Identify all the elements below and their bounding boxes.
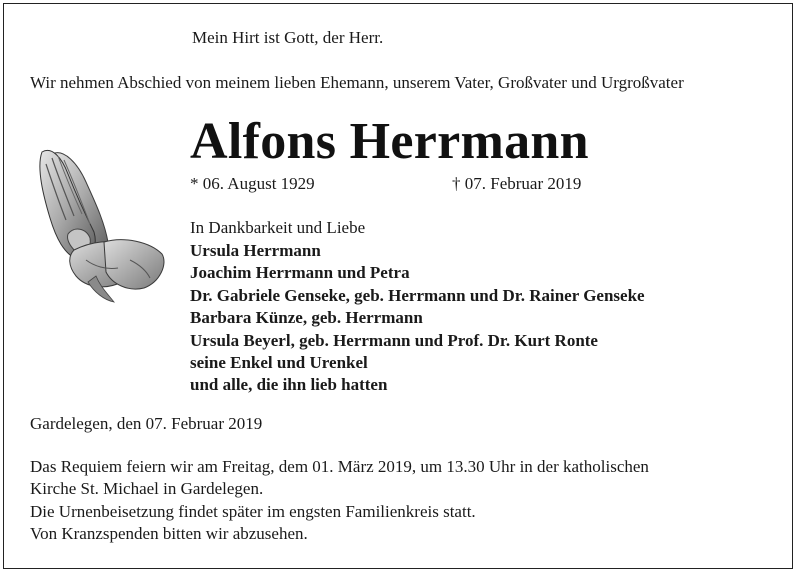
deceased-name: Alfons Herrmann xyxy=(190,113,589,170)
motto: Mein Hirt ist Gott, der Herr. xyxy=(192,28,384,47)
requiem-line: Die Urnenbeisetzung findet später im engsten Familienkreis statt. xyxy=(30,501,476,521)
mourner: Dr. Gabriele Genseke, geb. Herrmann und Dr. Rainer Genseke xyxy=(190,285,645,305)
place-date: Gardelegen, den 07. Februar 2019 xyxy=(30,414,263,433)
requiem-info xyxy=(30,456,775,546)
requiem-line: Kirche St. Michael in Gardelegen. xyxy=(30,479,264,499)
mourner: Barbara Künze, geb. Herrmann xyxy=(190,308,423,328)
gratitude-line: In Dankbarkeit und Liebe xyxy=(190,218,366,237)
mourner: seine Enkel und Urenkel xyxy=(190,353,368,373)
requiem-line: Das Requiem feiern wir am Freitag, dem 01. März 2019, um 13.30 Uhr in der katholischen xyxy=(30,457,649,476)
mourners-list xyxy=(190,240,645,397)
intro-text: Wir nehmen Abschied von meinem lieben Ehemann, unserem Vater, Großvater und Urgroßvater xyxy=(30,73,684,92)
requiem-line: Von Kranzspenden bitten wir abzusehen. xyxy=(30,524,308,544)
mourner: Ursula Beyerl, geb. Herrmann und Prof. Dr. Kurt Ronte xyxy=(190,330,598,350)
mourner: Joachim Herrmann und Petra xyxy=(190,263,410,283)
death-date: † 07. Februar 2019 xyxy=(452,174,582,193)
praying-hands-icon xyxy=(34,142,170,308)
birth-date: * 06. August 1929 xyxy=(190,174,315,193)
mourner: Ursula Herrmann xyxy=(190,241,321,260)
mourner: und alle, die ihn lieb hatten xyxy=(190,375,388,395)
